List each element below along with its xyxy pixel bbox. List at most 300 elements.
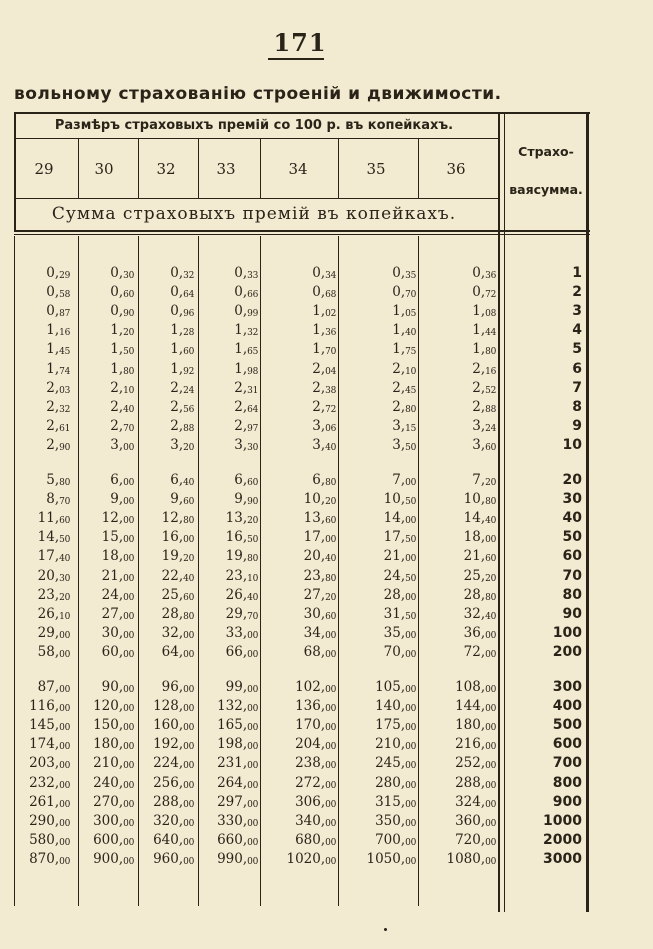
premium-whole: 108, — [455, 679, 486, 695]
premium-fraction: 80 — [325, 478, 336, 488]
premium-whole: 60, — [101, 643, 124, 660]
premium-cell — [312, 418, 336, 434]
premium-cell — [217, 775, 258, 791]
premium-fraction: 50 — [405, 611, 416, 622]
premium-whole: 180, — [93, 736, 124, 753]
premium-table — [14, 112, 590, 912]
premium-whole: 580, — [29, 831, 60, 848]
premium-fraction: 40 — [485, 516, 496, 527]
premium-whole: 27, — [101, 605, 124, 622]
insured-sum: 300 — [552, 679, 582, 695]
premium-cell — [312, 284, 336, 300]
premium-cell — [312, 380, 336, 396]
premium-fraction: 00 — [59, 704, 70, 715]
premium-whole: 264, — [217, 774, 248, 791]
premium-whole: 2, — [312, 379, 326, 396]
table-row — [14, 510, 590, 529]
premium-fraction: 00 — [123, 592, 134, 603]
premium-fraction: 88 — [183, 423, 194, 434]
premium-fraction: 80 — [59, 478, 70, 488]
premium-whole: 128, — [153, 698, 184, 715]
premium-cell — [234, 303, 258, 319]
premium-fraction: 20 — [485, 573, 496, 584]
premium-whole: 203, — [29, 755, 60, 772]
premium-whole: 102, — [295, 679, 326, 695]
premium-fraction: 00 — [405, 478, 416, 488]
premium-cell — [312, 472, 336, 488]
premium-whole: 180, — [455, 717, 486, 734]
premium-fraction: 00 — [123, 649, 134, 660]
premium-fraction: 40 — [183, 573, 194, 584]
premium-whole: 174, — [29, 736, 60, 753]
premium-whole: 0, — [312, 284, 326, 301]
premium-fraction: 20 — [485, 478, 496, 488]
premium-cell — [384, 606, 416, 622]
premium-whole: 2, — [46, 398, 60, 415]
premium-cell — [102, 625, 134, 641]
rate-36: 36 — [446, 160, 466, 178]
premium-cell — [286, 851, 336, 867]
premium-whole: 28, — [383, 586, 406, 603]
premium-whole: 26, — [37, 605, 60, 622]
premium-cell — [29, 813, 70, 829]
premium-fraction: 30 — [123, 271, 134, 281]
premium-fraction: 00 — [183, 649, 194, 660]
premium-fraction: 00 — [325, 723, 336, 734]
insured-sum: 2000 — [543, 831, 582, 848]
premium-fraction: 00 — [247, 704, 258, 715]
premium-whole: 23, — [303, 567, 326, 584]
premium-cell — [392, 322, 416, 338]
premium-cell — [375, 736, 416, 752]
premium-cell — [38, 644, 70, 660]
premium-whole: 1, — [312, 322, 326, 339]
premium-cell — [46, 361, 70, 377]
rate-32: 32 — [156, 160, 176, 178]
premium-cell — [312, 361, 336, 377]
table-row — [14, 399, 590, 418]
premium-cell — [153, 755, 194, 771]
premium-cell — [234, 418, 258, 434]
premium-cell — [46, 418, 70, 434]
premium-cell — [170, 472, 194, 488]
premium-fraction: 90 — [247, 497, 258, 508]
premium-cell — [384, 625, 416, 641]
premium-whole: 23, — [37, 586, 60, 603]
premium-cell — [226, 568, 258, 584]
premium-fraction: 50 — [405, 442, 416, 453]
page-speck — [384, 928, 387, 931]
premium-whole: 13, — [303, 510, 326, 527]
premium-whole: 1, — [170, 322, 184, 339]
insured-sum: 1 — [572, 265, 582, 281]
premium-cell — [93, 736, 134, 752]
premium-whole: 0, — [170, 303, 184, 320]
premium-cell — [295, 794, 336, 810]
premium-cell — [472, 284, 496, 300]
premium-fraction: 70 — [405, 290, 416, 301]
premium-fraction: 00 — [123, 573, 134, 584]
premium-whole: 170, — [295, 717, 326, 734]
premium-cell — [46, 380, 70, 396]
premium-fraction: 00 — [325, 742, 336, 753]
premium-fraction: 00 — [325, 780, 336, 791]
premium-whole: 132, — [217, 698, 248, 715]
premium-cell — [170, 418, 194, 434]
premium-cell — [162, 529, 194, 545]
insured-sum: 3000 — [543, 850, 582, 867]
premium-cell — [455, 794, 496, 810]
premium-cell — [472, 322, 496, 338]
premium-whole: 288, — [455, 774, 486, 791]
premium-fraction: 61 — [59, 423, 70, 434]
premium-whole: 1, — [392, 303, 406, 320]
premium-cell — [217, 813, 258, 829]
table-row — [14, 625, 590, 644]
premium-cell — [295, 698, 336, 714]
premium-whole: 16, — [161, 529, 184, 546]
premium-whole: 0, — [392, 265, 406, 281]
premium-cell — [304, 491, 336, 507]
premium-fraction: 80 — [405, 404, 416, 415]
premium-fraction: 00 — [183, 535, 194, 546]
premium-whole: 1, — [110, 322, 124, 339]
premium-fraction: 00 — [59, 649, 70, 660]
premium-fraction: 66 — [247, 290, 258, 301]
table-row — [14, 717, 590, 736]
insured-sum: 40 — [562, 510, 582, 527]
premium-whole: 1, — [472, 341, 486, 358]
premium-fraction: 00 — [405, 837, 416, 848]
premium-whole: 2, — [110, 398, 124, 415]
premium-cell — [46, 472, 70, 488]
premium-fraction: 00 — [123, 723, 134, 734]
premium-fraction: 50 — [405, 573, 416, 584]
premium-cell — [304, 606, 336, 622]
premium-whole: 2, — [312, 398, 326, 415]
premium-fraction: 45 — [59, 347, 70, 358]
premium-whole: 7, — [392, 472, 406, 488]
premium-fraction: 00 — [485, 535, 496, 546]
premium-fraction: 00 — [325, 837, 336, 848]
table-row — [14, 529, 590, 548]
premium-cell — [102, 606, 134, 622]
premium-whole: 68, — [303, 643, 326, 660]
insured-sum: 700 — [552, 755, 582, 772]
premium-whole: 0, — [46, 284, 60, 301]
premium-cell — [29, 794, 70, 810]
sum-column-header-1: Страхо- — [518, 144, 574, 159]
premium-whole: 10, — [303, 491, 326, 508]
premium-whole: 25, — [463, 567, 486, 584]
premium-whole: 2, — [312, 360, 326, 377]
premium-whole: 11, — [37, 510, 60, 527]
premium-cell — [38, 606, 70, 622]
premium-whole: 288, — [153, 793, 184, 810]
premium-fraction: 50 — [123, 347, 134, 358]
premium-fraction: 33 — [247, 271, 258, 281]
premium-fraction: 00 — [485, 649, 496, 660]
premium-whole: 660, — [217, 831, 248, 848]
premium-whole: 6, — [234, 472, 248, 488]
premium-cell — [162, 644, 194, 660]
premium-whole: 30, — [303, 605, 326, 622]
premium-cell — [93, 832, 134, 848]
premium-fraction: 00 — [405, 516, 416, 527]
premium-cell — [93, 755, 134, 771]
premium-whole: 105, — [375, 679, 406, 695]
premium-cell — [226, 548, 258, 564]
premium-cell — [295, 755, 336, 771]
premium-whole: 28, — [161, 605, 184, 622]
premium-whole: 18, — [101, 548, 124, 565]
premium-whole: 99, — [225, 679, 248, 695]
premium-fraction: 16 — [485, 366, 496, 377]
premium-whole: 28, — [463, 586, 486, 603]
premium-fraction: 00 — [405, 704, 416, 715]
insured-sum: 900 — [552, 793, 582, 810]
premium-fraction: 00 — [325, 761, 336, 772]
premium-fraction: 00 — [59, 630, 70, 641]
premium-cell — [153, 736, 194, 752]
premium-whole: 13, — [225, 510, 248, 527]
premium-whole: 0, — [46, 303, 60, 320]
insured-sum: 9 — [572, 417, 582, 434]
premium-whole: 20, — [37, 567, 60, 584]
premium-fraction: 00 — [59, 837, 70, 848]
premium-whole: 6, — [312, 472, 326, 488]
premium-cell — [226, 587, 258, 603]
premium-fraction: 00 — [123, 799, 134, 810]
premium-whole: 1, — [392, 341, 406, 358]
premium-cell — [153, 832, 194, 848]
premium-fraction: 64 — [247, 404, 258, 415]
premium-fraction: 00 — [485, 799, 496, 810]
premium-cell — [392, 418, 416, 434]
premium-whole: 90, — [101, 679, 124, 695]
premium-fraction: 00 — [183, 723, 194, 734]
premium-whole: 21, — [463, 548, 486, 565]
premium-whole: 2, — [234, 417, 248, 434]
premium-cell — [304, 529, 336, 545]
premium-whole: 15, — [101, 529, 124, 546]
premium-fraction: 60 — [325, 516, 336, 527]
premium-cell — [455, 832, 496, 848]
premium-whole: 1, — [234, 341, 248, 358]
premium-fraction: 00 — [325, 535, 336, 546]
premium-whole: 9, — [170, 491, 184, 508]
premium-cell — [234, 472, 258, 488]
premium-cell — [170, 491, 194, 507]
insured-sum: 100 — [552, 624, 582, 641]
premium-cell — [110, 380, 134, 396]
premium-cell — [38, 529, 70, 545]
premium-cell — [392, 265, 416, 281]
premium-whole: 0, — [170, 265, 184, 281]
premium-whole: 360, — [455, 812, 486, 829]
premium-whole: 1, — [46, 360, 60, 377]
premium-cell — [46, 491, 70, 507]
insured-sum: 30 — [562, 491, 582, 508]
premium-cell — [93, 775, 134, 791]
premium-fraction: 90 — [123, 309, 134, 320]
premium-whole: 24, — [101, 586, 124, 603]
premium-fraction: 00 — [123, 497, 134, 508]
premium-cell — [46, 303, 70, 319]
premium-fraction: 00 — [405, 592, 416, 603]
premium-whole: 29, — [225, 605, 248, 622]
premium-whole: 900, — [93, 850, 124, 867]
premium-whole: 10, — [383, 491, 406, 508]
premium-fraction: 30 — [247, 442, 258, 453]
premium-cell — [153, 813, 194, 829]
premium-fraction: 00 — [405, 630, 416, 641]
premium-fraction: 70 — [247, 611, 258, 622]
premium-cell — [392, 341, 416, 357]
premium-fraction: 40 — [123, 404, 134, 415]
premium-cell — [110, 265, 134, 281]
premium-whole: 2, — [46, 379, 60, 396]
table-row — [14, 587, 590, 606]
premium-whole: 150, — [93, 717, 124, 734]
premium-cell — [375, 755, 416, 771]
premium-whole: 0, — [46, 265, 60, 281]
premium-fraction: 00 — [405, 742, 416, 753]
premium-fraction: 72 — [325, 404, 336, 415]
premium-cell — [93, 794, 134, 810]
premium-whole: 870, — [29, 850, 60, 867]
premium-whole: 1, — [46, 341, 60, 358]
premium-cell — [46, 284, 70, 300]
premium-whole: 350, — [375, 812, 406, 829]
premium-cell — [392, 284, 416, 300]
premium-cell — [93, 698, 134, 714]
premium-header: Размѣръ страховыхъ премій со 100 р. въ копейкахъ. — [54, 118, 454, 133]
premium-whole: 2, — [170, 379, 184, 396]
premium-fraction: 00 — [485, 856, 496, 867]
table-row — [14, 794, 590, 813]
premium-fraction: 65 — [247, 347, 258, 358]
premium-fraction: 00 — [485, 837, 496, 848]
premium-whole: 140, — [375, 698, 406, 715]
premium-cell — [46, 399, 70, 415]
premium-whole: 224, — [153, 755, 184, 772]
premium-fraction: 00 — [183, 856, 194, 867]
premium-whole: 87, — [37, 679, 60, 695]
premium-fraction: 80 — [123, 366, 134, 377]
premium-fraction: 60 — [325, 611, 336, 622]
premium-fraction: 00 — [123, 535, 134, 546]
premium-cell — [312, 341, 336, 357]
table-row — [14, 491, 590, 510]
premium-whole: 2, — [472, 360, 486, 377]
premium-cell — [93, 813, 134, 829]
premium-whole: 27, — [303, 586, 326, 603]
premium-whole: 14, — [37, 529, 60, 546]
premium-fraction: 00 — [183, 761, 194, 772]
premium-whole: 1, — [234, 322, 248, 339]
premium-whole: 1, — [472, 303, 486, 320]
premium-fraction: 00 — [183, 799, 194, 810]
premium-cell — [472, 303, 496, 319]
premium-whole: 2, — [392, 398, 406, 415]
premium-whole: 256, — [153, 774, 184, 791]
premium-fraction: 00 — [247, 856, 258, 867]
premium-whole: 231, — [217, 755, 248, 772]
premium-fraction: 00 — [247, 761, 258, 772]
table-row — [14, 679, 590, 698]
premium-cell — [217, 794, 258, 810]
premium-cell — [472, 399, 496, 415]
premium-cell — [162, 679, 194, 695]
premium-cell — [93, 717, 134, 733]
premium-cell — [170, 322, 194, 338]
premium-fraction: 74 — [59, 366, 70, 377]
premium-cell — [304, 625, 336, 641]
premium-whole: 280, — [375, 774, 406, 791]
premium-fraction: 50 — [247, 535, 258, 546]
premium-fraction: 00 — [183, 818, 194, 829]
table-row — [14, 813, 590, 832]
premium-whole: 720, — [455, 831, 486, 848]
premium-whole: 320, — [153, 812, 184, 829]
premium-whole: 3, — [234, 436, 248, 453]
premium-cell — [464, 568, 496, 584]
premium-fraction: 60 — [183, 592, 194, 603]
premium-cell — [464, 644, 496, 660]
premium-whole: 3, — [110, 436, 124, 453]
premium-fraction: 24 — [183, 385, 194, 396]
premium-whole: 136, — [295, 698, 326, 715]
premium-whole: 2, — [46, 417, 60, 434]
premium-whole: 600, — [93, 831, 124, 848]
premium-cell — [464, 529, 496, 545]
premium-fraction: 05 — [405, 309, 416, 320]
insured-sum: 90 — [562, 605, 582, 622]
premium-fraction: 36 — [325, 328, 336, 339]
premium-fraction: 92 — [183, 366, 194, 377]
premium-fraction: 00 — [59, 685, 70, 695]
premium-whole: 19, — [161, 548, 184, 565]
premium-cell — [162, 606, 194, 622]
premium-whole: 64, — [161, 643, 184, 660]
premium-whole: 0, — [392, 284, 406, 301]
premium-whole: 16, — [225, 529, 248, 546]
premium-cell — [455, 736, 496, 752]
premium-cell — [170, 399, 194, 415]
premium-whole: 0, — [110, 303, 124, 320]
insured-sum: 2 — [572, 284, 582, 301]
premium-cell — [366, 851, 416, 867]
premium-fraction: 40 — [405, 328, 416, 339]
premium-fraction: 00 — [247, 723, 258, 734]
premium-whole: 300, — [93, 812, 124, 829]
premium-whole: 1, — [392, 322, 406, 339]
insured-sum: 3 — [572, 303, 582, 320]
premium-fraction: 29 — [59, 271, 70, 281]
premium-cell — [226, 606, 258, 622]
premium-cell — [375, 679, 416, 695]
premium-fraction: 80 — [247, 554, 258, 565]
premium-cell — [110, 322, 134, 338]
table-row — [14, 568, 590, 587]
premium-cell — [110, 361, 134, 377]
premium-cell — [234, 322, 258, 338]
premium-whole: 272, — [295, 774, 326, 791]
premium-cell — [455, 698, 496, 714]
rate-column-rule — [260, 138, 261, 198]
premium-whole: 680, — [295, 831, 326, 848]
